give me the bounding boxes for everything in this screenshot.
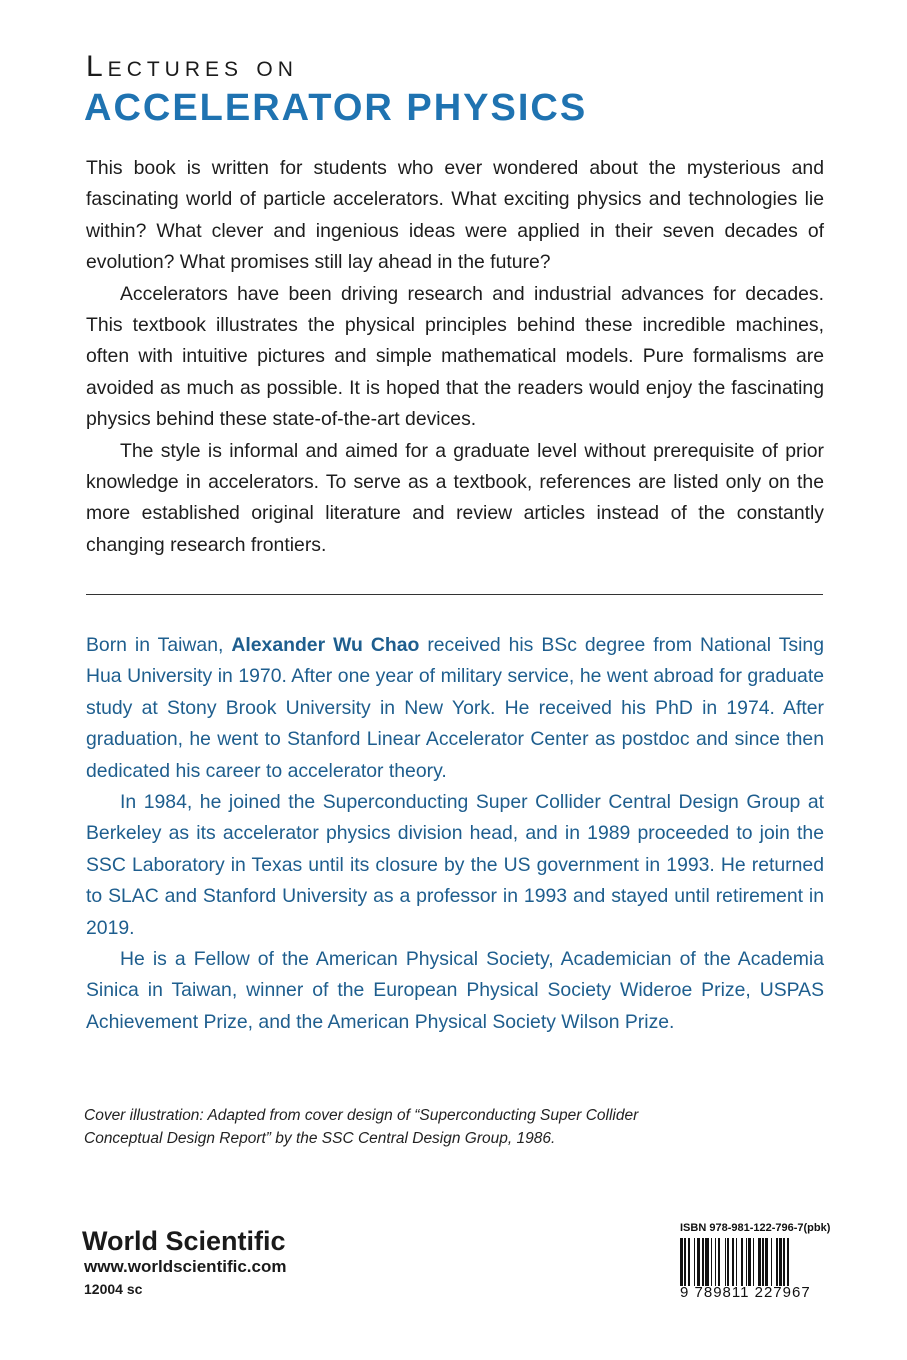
description-paragraph-3: The style is informal and aimed for a graduate level without prerequisite of prior knowledge in accelerators. To serve as a textbook, references are listed only on the more established original literature and review articles instead of the constantly changing research frontiers. [86, 439, 824, 556]
author-bio [86, 630, 824, 1038]
publisher-url[interactable]: www.worldscientific.com [84, 1257, 287, 1276]
bio-paragraph-3: He is a Fellow of the American Physical Society, Academician of the Academia Sinica in Taiwan, winner of the European Physical Society Wideroe Prize, USPAS Achievement Prize, and the American Physical Society Wilson Prize. [86, 948, 824, 1033]
barcode-bar [789, 1238, 793, 1286]
credit-line-1: Cover illustration: Adapted from cover design of “Superconducting Super Collider [84, 1107, 639, 1124]
credit-line-2: Conceptual Design Report” by the SSC Central Design Group, 1986. [84, 1130, 556, 1147]
title-line-1: Lectures on [86, 50, 298, 83]
isbn-label: ISBN 978-981-122-796-7(pbk) [680, 1222, 831, 1234]
description-paragraph-2: Accelerators have been driving research and industrial advances for decades. This textbook illustrates the physical principles behind these incredible machines, often with intuitive pictures and simple mathematical models. Pure formalisms are avoided as much as possible. It is hoped that the readers would enjoy the fascinating physics behind these state-of-the-art devices. [86, 282, 824, 431]
barcode-digits: 9 789811 227967 [680, 1284, 811, 1301]
book-description [86, 153, 824, 561]
barcode-bars [680, 1238, 828, 1286]
bio-paragraph-1 [86, 630, 824, 787]
publisher-code: 12004 sc [84, 1281, 143, 1297]
section-divider [86, 594, 823, 595]
title-line-2: ACCELERATOR PHYSICS [84, 87, 588, 129]
isbn-barcode [680, 1222, 831, 1302]
description-paragraph-1: This book is written for students who ever wondered about the mysterious and fascinating world of particle accelerators. What exciting physics and technologies lie within? What clever and ingenious ideas were applied in their seven decades of evolution? What promises still lay ahead in the future? [86, 157, 824, 274]
cover-illustration-credit [84, 1104, 724, 1150]
bio-paragraph-2: In 1984, he joined the Superconducting Super Collider Central Design Group at Berkeley as its accelerator physics division head, and in 1989 proceeded to join the SSC Laboratory in Texas until its closure by the US government in 1993. He returned to SLAC and Stanford University as a professor in 1993 and stayed until retirement in 2019. [86, 791, 824, 939]
publisher-name: World Scientific [82, 1226, 286, 1256]
author-name: Alexander Wu Chao [231, 634, 420, 656]
bio-intro-before: Born in Taiwan, [86, 634, 232, 656]
bio-intro-after: received his BSc degree from National Tsing Hua University in 1970. After one year of military service, he went abroad for graduate study at Stony Brook University in New York. He received his PhD in 1974. After graduation, he went to Stanford Linear Accelerator Center as postdoc and since then dedicated his career to accelerator theory. [86, 634, 824, 782]
